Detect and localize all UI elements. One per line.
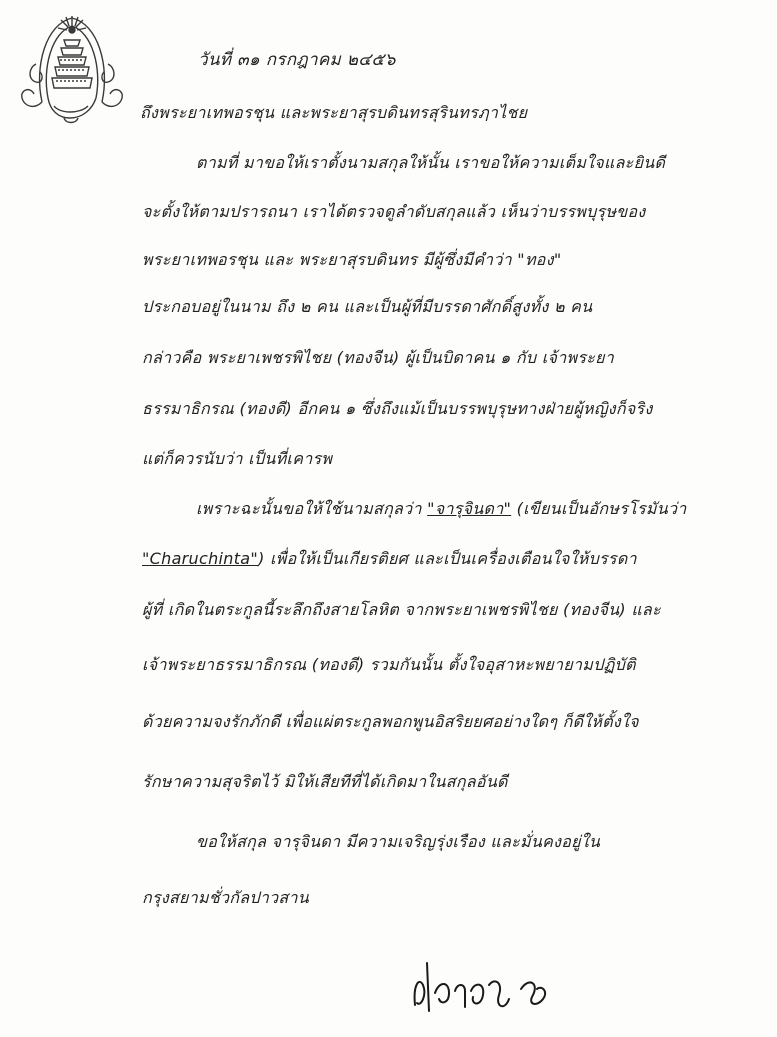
- body-text: (เขียนเป็นอักษรโรมันว่า: [516, 499, 687, 518]
- body-line: [142, 549, 637, 569]
- letter-salutation: ถึงพระยาเทพอรชุน และพระยาสุรบดินทรสุรินทรฦาไชย: [140, 103, 528, 122]
- body-line: [196, 499, 687, 519]
- closing-line: กรุงสยามชั่วกัลปาวสาน: [142, 888, 310, 907]
- closing-line: ขอให้สกุล จารุจินดา มีความเจริญรุ่งเรือง และมั่นคงอยู่ใน: [196, 832, 601, 851]
- body-line: รักษาความสุจริตไว้ มิให้เสียทีที่ได้เกิดมาในสกุลอันดี: [142, 772, 508, 791]
- body-line: พระยาเทพอรชุน และ พระยาสุรบดินทร มีผู้ซึ่งมีคำว่า "ทอง": [142, 250, 562, 269]
- royal-crest-icon: [14, 6, 126, 128]
- body-line: ตามที่ มาขอให้เราตั้งนามสกุลให้นั้น เราขอให้ความเต็มใจและยินดี: [196, 153, 666, 172]
- body-line: ผู้ที่ เกิดในตระกูลนี้ระลึกถึงสายโลหิต จากพระยาเพชรพิไชย (ทองจีน) และ: [142, 600, 661, 619]
- body-line: ประกอบอยู่ในนาม ถึง ๒ คน และเป็นผู้ที่มีบรรดาศักดิ์สูงทั้ง ๒ คน: [142, 297, 593, 316]
- royal-signature: [405, 955, 565, 1025]
- body-line: กล่าวคือ พระยาเพชรพิไชย (ทองจีน) ผู้เป็นบิดาคน ๑ กับ เจ้าพระยา: [142, 348, 615, 367]
- body-line: แต่ก็ควรนับว่า เป็นที่เคารพ: [142, 449, 333, 468]
- letter-date: วันที่ ๓๑ กรกฎาคม ๒๔๕๖: [198, 50, 396, 70]
- body-text: ) เพื่อให้เป็นเกียรติยศ และเป็นเครื่องเตือนใจให้บรรดา: [258, 549, 637, 568]
- body-line: เจ้าพระยาธรรมาธิกรณ (ทองดี) รวมกันนั้น ตั้งใจอุสาหะพยายามปฏิบัติ: [142, 655, 636, 674]
- surname-thai: "จารุจินดา": [427, 499, 512, 518]
- body-text: เพราะฉะนั้นขอให้ใช้นามสกุลว่า: [196, 499, 422, 518]
- body-line: จะตั้งให้ตามปรารถนา เราได้ตรวจดูลำดับสกุลแล้ว เห็นว่าบรรพบุรุษของ: [142, 202, 646, 221]
- body-line: ด้วยความจงรักภักดี เพื่อแผ่ตระกูลพอกพูนอิสริยยศอย่างใดๆ ก็ดีให้ตั้งใจ: [142, 712, 639, 731]
- surname-roman: "Charuchinta": [142, 549, 259, 568]
- body-line: ธรรมาธิกรณ (ทองดี) อีกคน ๑ ซึ่งถึงแม้เป็นบรรพบุรุษทางฝ่ายผู้หญิงก็จริง: [142, 399, 653, 418]
